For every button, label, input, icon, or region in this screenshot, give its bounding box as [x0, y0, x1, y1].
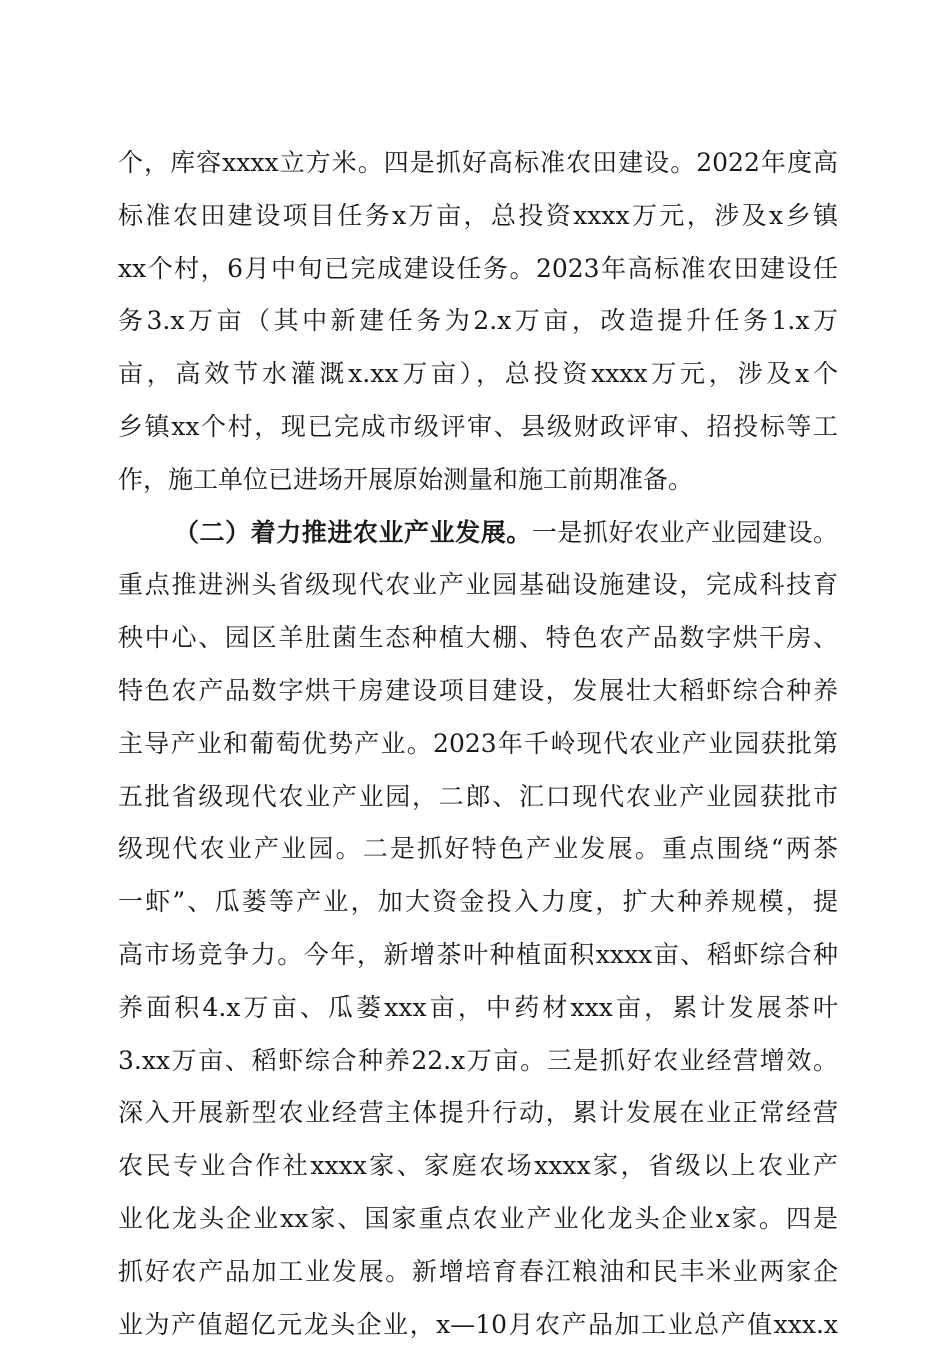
- text-line: 主导产业和葡萄优势产业。2023年千岭现代农业产业园获批第: [118, 728, 838, 758]
- section-heading: （二）着力推进农业产业发展。: [174, 517, 532, 547]
- text-line: 个，库容xxxx立方米。四是抓好高标准农田建设。2022年度高: [118, 148, 838, 177]
- text-line: 重点推进洲头省级现代农业产业园基础设施建设，完成科技育: [118, 570, 838, 600]
- paragraph-farmland: [118, 137, 838, 507]
- text-line: 务3.x万亩（其中新建任务为2.x万亩，改造提升任务1.x万: [118, 306, 838, 336]
- text-line: 深入开展新型农业经营主体提升行动，累计发展在业正常经营: [118, 1098, 838, 1128]
- text-line: 业化龙头企业xx家、国家重点农业产业化龙头企业x家。四是: [118, 1203, 838, 1233]
- text-line: 3.xx万亩、稻虾综合种养22.x万亩。三是抓好农业经营增效。: [118, 1045, 838, 1075]
- text-line: 抓好农产品加工业发展。新增培育春江粮油和民丰米业两家企: [118, 1256, 838, 1286]
- text-line: 级现代农业产业园。二是抓好特色产业发展。重点围绕“两茶: [118, 834, 838, 864]
- document-body: [118, 137, 838, 1351]
- text-line: 秧中心、园区羊肚菌生态种植大棚、特色农产品数字烘干房、: [118, 623, 838, 653]
- text-line: 标准农田建设项目任务x万亩，总投资xxxx万元，涉及x乡镇: [118, 200, 838, 230]
- text-line: 养面积4.x万亩、瓜蒌xxx亩，中药材xxx亩，累计发展茶叶: [118, 992, 838, 1022]
- text-line: 乡镇xx个村，现已完成市级评审、县级财政评审、招投标等工: [118, 411, 838, 441]
- heading-line-rest: 一是抓好农业产业园建设。: [531, 517, 838, 547]
- text-line: 业为产值超亿元龙头企业，x—10月农产品加工业总产值xxx.x: [118, 1309, 838, 1339]
- text-line: 亩，高效节水灌溉x.xx万亩），总投资xxxx万元，涉及x个: [118, 359, 838, 389]
- text-line-first: [118, 507, 838, 560]
- text-line: 作，施工单位已进场开展原始测量和施工前期准备。: [118, 464, 694, 494]
- text-line: 农民专业合作社xxxx家、家庭农场xxxx家，省级以上农业产: [118, 1151, 838, 1181]
- text-line: 一虾”、瓜蒌等产业，加大资金投入力度，扩大种养规模，提: [118, 887, 838, 917]
- paragraph-industry: [118, 507, 838, 1351]
- text-line: 高市场竞争力。今年，新增茶叶种植面积xxxx亩、稻虾综合种: [118, 939, 838, 969]
- text-line: 五批省级现代农业产业园，二郎、汇口现代农业产业园获批市: [118, 781, 838, 811]
- text-line: xx个村，6月中旬已完成建设任务。2023年高标准农田建设任: [118, 253, 838, 283]
- text-line: 特色农产品数字烘干房建设项目建设，发展壮大稻虾综合种养: [118, 675, 838, 705]
